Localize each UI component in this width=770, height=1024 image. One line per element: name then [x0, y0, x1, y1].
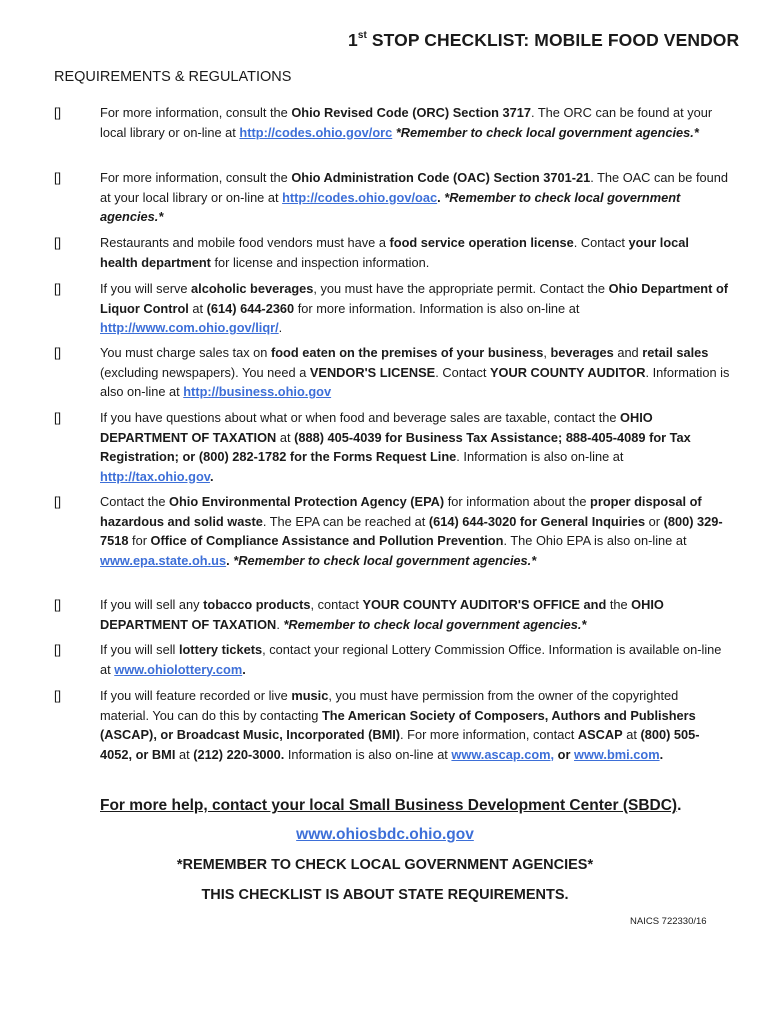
checklist-item-oac: [] For more information, consult the Ohio Administration Code (OAC) Section 3701-21. The OAC can be found at your local library or on-line at http://codes.ohio.gov/oac. *Remember to check local government agencies.* — [54, 170, 728, 224]
checklist-item-sales-tax: [] You must charge sales tax on food eaten on the premises of your business, beverages and retail sales (excluding newspapers). You need a VENDOR'S LICENSE. Contact YOUR COUNTY AUDITOR. Information is also on-line at http://business.ohio.gov — [54, 345, 730, 399]
checklist-item-alcohol: [] If you will serve alcoholic beverages, you must have the appropriate permit. Contact the Ohio Department of Liquor Control at (614) 644-2360 for more information. Information is also on-line at http://www.com.ohio.gov/liqr/. — [54, 281, 729, 335]
checklist-item-music: [] If you will feature recorded or live music, you must have permission from the owner of the copyrighted material. You can do this by contacting The American Society of Composers, Authors and Publishers (ASCAP), or Broadcast Music, Incorporated (BMI). For more information, contact ASCAP at (800) 505-4052, or BMI at (212) 220-3000. Information is also on-line at www.ascap.com, or www.bmi.com. — [54, 688, 700, 762]
checkbox[interactable]: [] — [54, 688, 62, 703]
state-requirements-notice: THIS CHECKLIST IS ABOUT STATE REQUIREMENTS. — [201, 887, 569, 903]
tax-ohio-link[interactable]: http://tax.ohio.gov — [100, 468, 210, 484]
checkbox[interactable]: [] — [54, 597, 62, 612]
checkbox[interactable]: [] — [54, 345, 62, 360]
remember-notice: *REMEMBER TO CHECK LOCAL GOVERNMENT AGENCIES* — [176, 857, 594, 873]
page-title: 1st STOP CHECKLIST: MOBILE FOOD VENDOR — [348, 30, 740, 50]
ascap-link[interactable]: www.ascap.com, — [451, 746, 555, 762]
checklist-item-epa: [] Contact the Ohio Environmental Protection Agency (EPA) for information about the proper disposal of hazardous and solid waste. The EPA can be reached at (614) 644-3020 for General Inquiries or (800) 329-7518 for Office of Compliance Assistance and Pollution Prevention. The Ohio EPA is also on-line at www.epa.state.oh.us. *Remember to check local government agencies.* — [54, 494, 723, 568]
checklist-item-tobacco: [] If you will sell any tobacco products, contact YOUR COUNTY AUDITOR'S OFFICE and the OHIO DEPARTMENT OF TAXATION. *Remember to check local government agencies.* — [54, 597, 664, 632]
checkbox[interactable]: [] — [54, 170, 62, 185]
checklist-item-lottery: [] If you will sell lottery tickets, contact your regional Lottery Commission Office. Information is available on-line at www.ohiolottery.com. — [54, 642, 722, 677]
epa-link[interactable]: www.epa.state.oh.us — [100, 552, 227, 568]
sbdc-help-text: For more help, contact your local Small Business Development Center (SBDC). — [100, 797, 682, 814]
checklist-item-orc: [] For more information, consult the Ohio Revised Code (ORC) Section 3717. The ORC can be found at your local library or on-line at http://codes.ohio.gov/orc *Remember to check local government agencies.* — [54, 105, 713, 140]
checkbox[interactable]: [] — [54, 642, 62, 657]
bmi-link[interactable]: www.bmi.com — [574, 746, 660, 762]
checklist-item-taxation: [] If you have questions about what or when food and beverage sales are taxable, contact the OHIO DEPARTMENT OF TAXATION at (888) 405-4039 for Business Tax Assistance; 888-405-4089 for Tax Registration; or (800) 282-1782 for the Forms Request Line. Information is also on-line at http://tax.ohio.gov. — [54, 410, 691, 484]
liquor-control-link[interactable]: http://www.com.ohio.gov/liqr/ — [100, 320, 279, 335]
ohiolottery-link[interactable]: www.ohiolottery.com — [114, 661, 243, 677]
checkbox[interactable]: [] — [54, 494, 62, 509]
naics-code: NAICS 722330/16 — [630, 916, 707, 927]
checklist-item-license: [] Restaurants and mobile food vendors must have a food service operation license. Contact your local health department for license and inspection information. — [54, 235, 689, 270]
checkbox[interactable]: [] — [54, 235, 62, 250]
orc-link[interactable]: http://codes.ohio.gov/orc — [239, 124, 393, 140]
oac-link[interactable]: http://codes.ohio.gov/oac — [282, 189, 438, 205]
checkbox[interactable]: [] — [54, 281, 62, 296]
checkbox[interactable]: [] — [54, 410, 62, 425]
sbdc-website-link[interactable]: www.ohiosbdc.ohio.gov — [296, 826, 474, 843]
checkbox[interactable]: [] — [54, 105, 62, 120]
section-heading: REQUIREMENTS & REGULATIONS — [54, 69, 292, 85]
business-ohio-link[interactable]: http://business.ohio.gov — [183, 384, 332, 399]
